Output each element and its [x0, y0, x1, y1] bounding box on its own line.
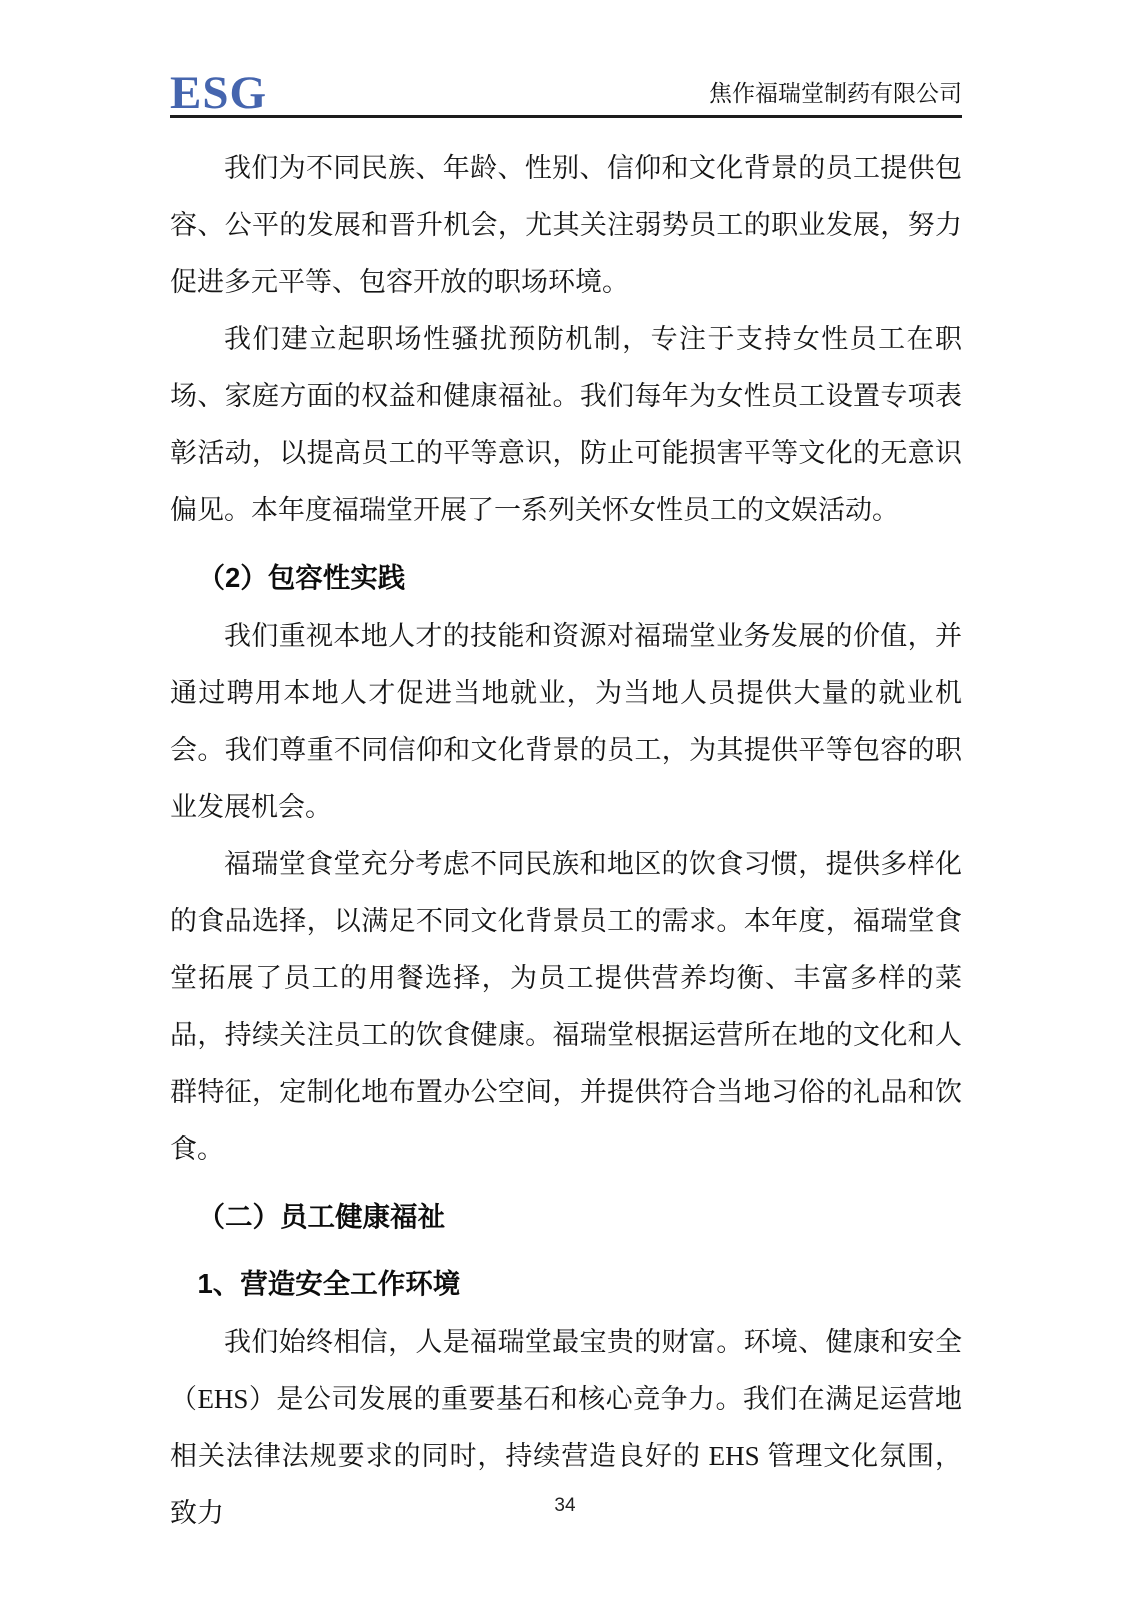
esg-logo: ESG — [170, 67, 268, 119]
paragraph-harassment-prevention: 我们建立起职场性骚扰预防机制，专注于支持女性员工在职场、家庭方面的权益和健康福祉。我们每年为女性员工设置专项表彰活动，以提高员工的平等意识，防止可能损害平等文化的无意识偏见。本年度福瑞堂开展了一系列关怀女性员工的文娱活动。 — [170, 324, 962, 526]
paragraph-canteen-diversity: 福瑞堂食堂充分考虑不同民族和地区的饮食习惯，提供多样化的食品选择，以满足不同文化背景员工的需求。本年度，福瑞堂食堂拓展了员工的用餐选择，为员工提供营养均衡、丰富多样的菜品，持续关注员工的饮食健康。福瑞堂根据运营所在地的文化和人群特征，定制化地布置办公空间，并提供符合当地习俗的礼品和饮食。 — [170, 849, 962, 1165]
page-body — [170, 118, 962, 1542]
paragraph-ehs-foundation: 我们始终相信，人是福瑞堂最宝贵的财富。环境、健康和安全（EHS）是公司发展的重要基石和核心竞争力。我们在满足运营地相关法律法规要求的同时，持续营造良好的 EHS 管理文化氛围，致力 — [170, 1327, 962, 1529]
company-name: 焦作福瑞堂制药有限公司 — [709, 80, 962, 107]
paragraph-local-talent: 我们重视本地人才的技能和资源对福瑞堂业务发展的价值，并通过聘用本地人才促进当地就业，为当地人员提供大量的就业机会。我们尊重不同信仰和文化背景的员工，为其提供平等包容的职业发展机会。 — [170, 621, 962, 823]
heading-employee-health-welfare: （二）员工健康福祉 — [197, 1201, 445, 1233]
page-header — [170, 0, 962, 118]
heading-safe-work-environment: 1、营造安全工作环境 — [197, 1268, 461, 1300]
page-number: 34 — [554, 1495, 576, 1516]
heading-inclusive-practice: （2）包容性实践 — [197, 562, 406, 594]
paragraph-diversity-inclusion: 我们为不同民族、年龄、性别、信仰和文化背景的员工提供包容、公平的发展和晋升机会，尤其关注弱势员工的职业发展，努力促进多元平等、包容开放的职场环境。 — [170, 153, 962, 298]
